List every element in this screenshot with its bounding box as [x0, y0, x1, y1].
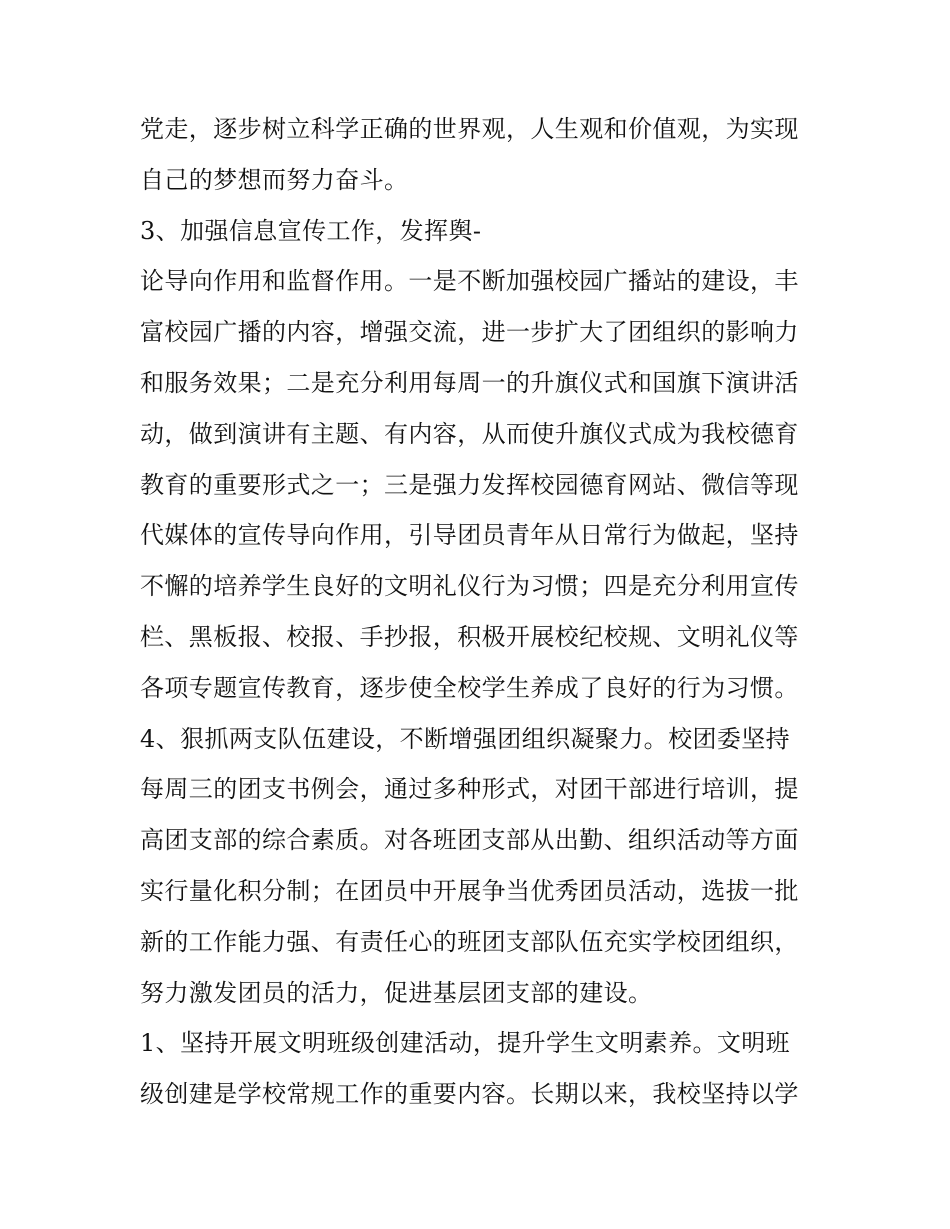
text-line: 新的工作能力强、有责任心的班团支部队伍充实学校团组织， [140, 927, 799, 956]
text-line: 不懈的培养学生良好的文明礼仪行为习惯；四是充分利用宣传 [140, 572, 799, 601]
text-line: 论导向作用和监督作用。一是不断加强校园广播站的建设，丰 [140, 267, 799, 296]
text-line: 富校园广播的内容，增强交流，进一步扩大了团组织的影响力 [140, 318, 799, 347]
body-text [140, 104, 820, 1120]
text-line: 3、加强信息宣传工作，发挥舆- [140, 216, 482, 245]
text-line: 4、狠抓两支队伍建设，不断增强团组织凝聚力。校团委坚持 [140, 724, 791, 753]
text-line: 1、坚持开展文明班级创建活动，提升学生文明素养。文明班 [140, 1029, 791, 1058]
text-line: 各项专题宣传教育，逐步使全校学生养成了良好的行为习惯。 [140, 673, 799, 702]
text-line: 每周三的团支书例会，通过多种形式，对团干部进行培训，提 [140, 775, 799, 804]
text-line: 党走，逐步树立科学正确的世界观，人生观和价值观，为实现 [140, 115, 799, 143]
text-line: 努力激发团员的活力，促进基层团支部的建设。 [140, 978, 653, 1007]
text-line: 高团支部的综合素质。对各班团支部从出勤、组织活动等方面 [140, 826, 799, 855]
text-line: 级创建是学校常规工作的重要内容。长期以来，我校坚持以学 [140, 1080, 799, 1109]
text-line: 动，做到演讲有主题、有内容，从而使升旗仪式成为我校德育 [140, 419, 799, 448]
text-line: 和服务效果；二是充分利用每周一的升旗仪式和国旗下演讲活 [140, 368, 799, 397]
text-line: 代媒体的宣传导向作用，引导团员青年从日常行为做起，坚持 [140, 521, 799, 550]
text-line: 实行量化积分制；在团员中开展争当优秀团员活动，选拔一批 [140, 876, 799, 905]
text-line: 栏、黑板报、校报、手抄报，积极开展校纪校规、文明礼仪等 [140, 622, 799, 651]
text-line: 教育的重要形式之一；三是强力发挥校园德育网站、微信等现 [140, 470, 799, 499]
text-line: 自己的梦想而努力奋斗。 [140, 165, 409, 194]
